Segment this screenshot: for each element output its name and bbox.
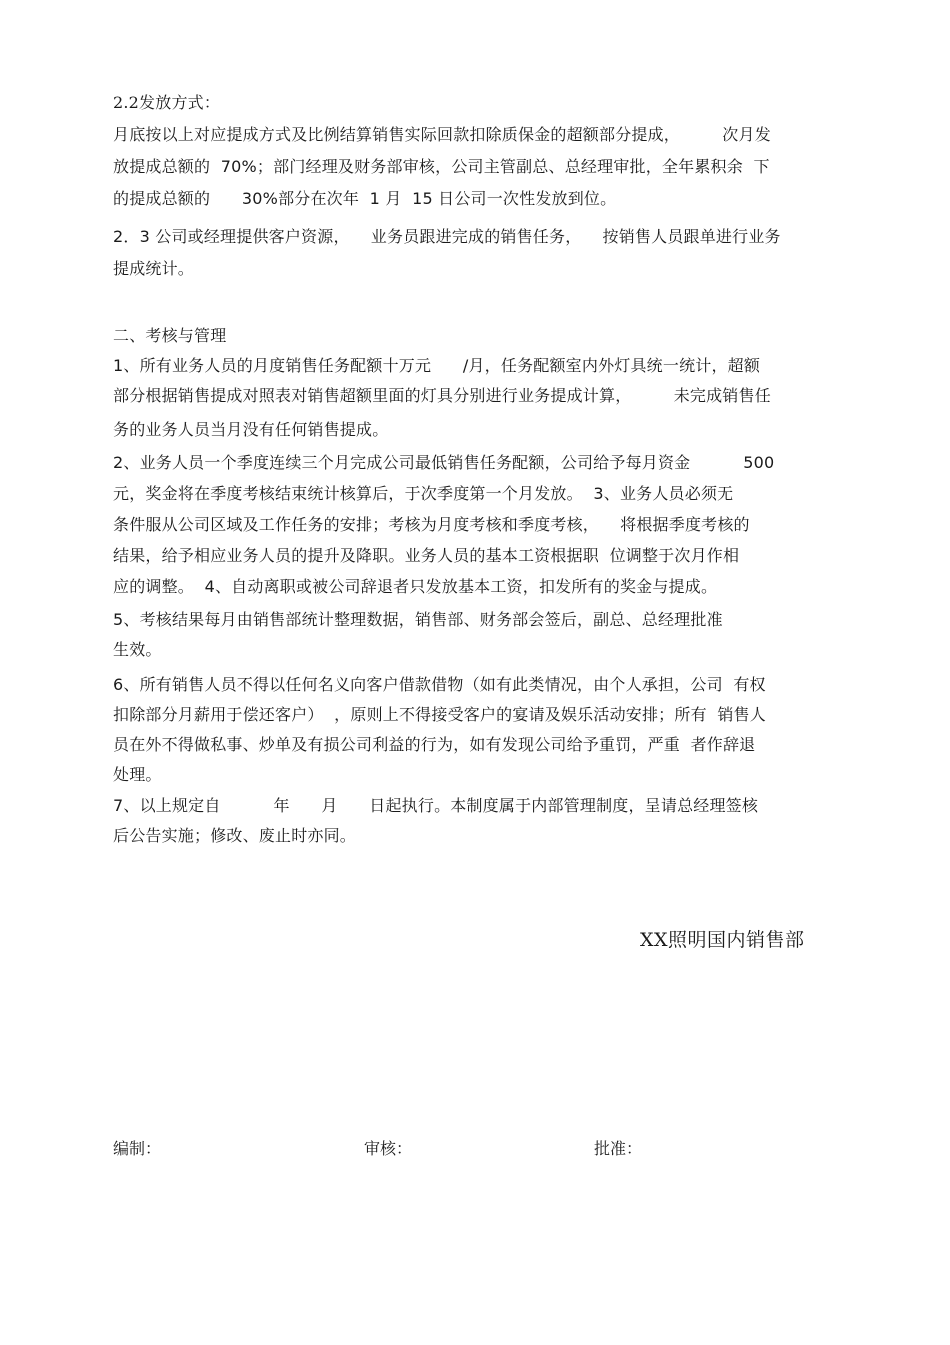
item-2-line-2: 元，奖金将在季度考核结束统计核算后，于次季度第一个月发放。 3、业务人员必须无: [113, 484, 734, 503]
section-23-line-2: 提成统计。: [113, 259, 195, 278]
item-6-line-2: 扣除部分月薪用于偿还客户） ，原则上不得接受客户的宴请及娱乐活动安排；所有 销售人: [113, 705, 766, 724]
item-2-line-5: 应的调整。 4、自动离职或被公司辞退者只发放基本工资，扣发所有的奖金与提成。: [113, 577, 718, 596]
compiled-by-label: 编制：: [113, 1139, 162, 1158]
item-6-line-1: 6、所有销售人员不得以任何名义向客户借款借物（如有此类情况，由个人承担，公司 有权: [113, 675, 766, 694]
department-signature: XX照明国内销售部: [640, 929, 805, 951]
item-6-line-3: 员在外不得做私事、炒单及有损公司利益的行为，如有发现公司给予重罚，严重 者作辞退: [113, 735, 756, 754]
section-22-line-3: 的提成总额的 30%部分在次年 1 月 15 日公司一次性发放到位。: [113, 189, 617, 208]
item-1-line-3: 务的业务人员当月没有任何销售提成。: [113, 420, 389, 439]
section-22-line-2: 放提成总额的 70%；部门经理及财务部审核，公司主管副总、总经理审批，全年累积余 下: [113, 157, 770, 176]
item-2-line-3: 条件服从公司区域及工作任务的安排；考核为月度考核和季度考核， 将根据季度考核的: [113, 515, 750, 534]
item-6-line-4: 处理。: [113, 765, 162, 784]
section-22-heading: 2.2发放方式：: [113, 93, 221, 112]
item-5-line-2: 生效。: [113, 640, 162, 659]
item-1-line-2: 部分根据销售提成对照表对销售超额里面的灯具分别进行业务提成计算， 未完成销售任: [113, 386, 771, 405]
item-1-line-1: 1、所有业务人员的月度销售任务配额十万元 /月，任务配额室内外灯具统一统计，超额: [113, 356, 761, 375]
item-5-line-1: 5、考核结果每月由销售部统计整理数据，销售部、财务部会签后，副总、总经理批准: [113, 610, 723, 629]
item-2-line-4: 结果，给予相应业务人员的提升及降职。业务人员的基本工资根据职 位调整于次月作相: [113, 546, 740, 565]
item-2-line-1: 2、业务人员一个季度连续三个月完成公司最低销售任务配额，公司给予每月资金 500: [113, 453, 775, 472]
section-22-line-1: 月底按以上对应提成方式及比例结算销售实际回款扣除质保金的超额部分提成， 次月发: [113, 125, 771, 144]
reviewed-by-label: 审核：: [364, 1139, 413, 1158]
section-23-line-1: 2．3 公司或经理提供客户资源， 业务员跟进完成的销售任务， 按销售人员跟单进行业务: [113, 227, 781, 246]
approved-by-label: 批准：: [594, 1139, 643, 1158]
item-7-line-1: 7、以上规定自 年 月 日起执行。本制度属于内部管理制度，呈请总经理签核: [113, 796, 759, 815]
section-2-heading: 二、考核与管理: [113, 326, 227, 345]
item-7-line-2: 后公告实施；修改、废止时亦同。: [113, 826, 357, 845]
